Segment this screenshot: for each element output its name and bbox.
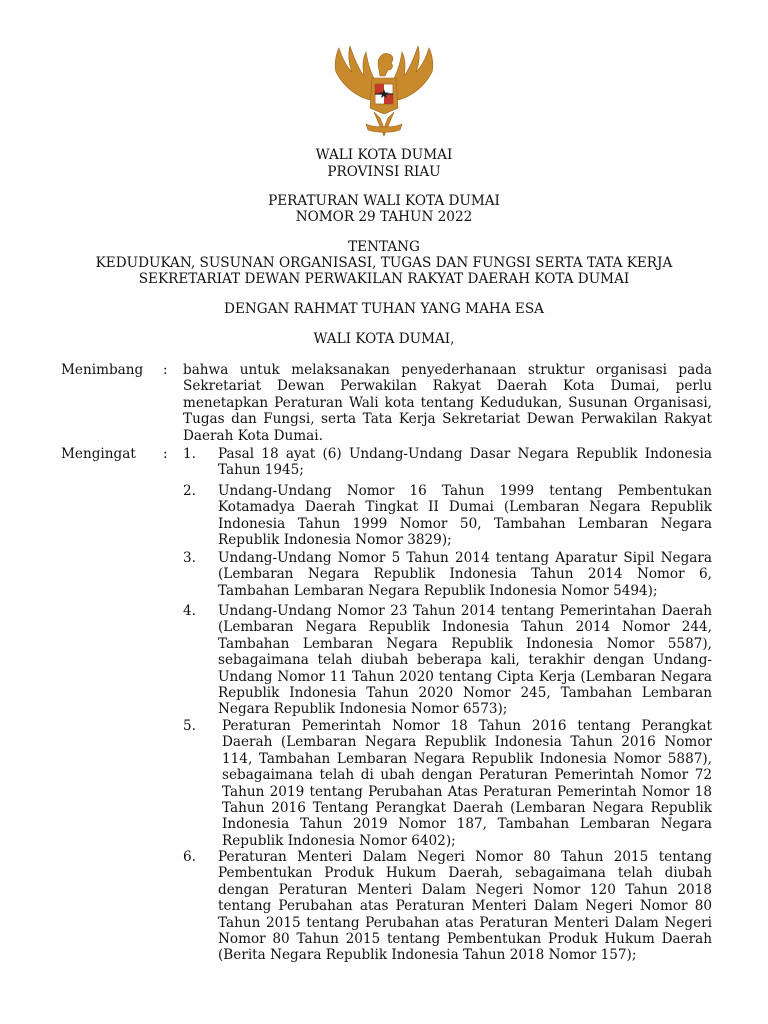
list-item-number: 2. bbox=[183, 483, 196, 499]
menimbang-colon: : bbox=[163, 362, 168, 378]
regulation-title: PERATURAN WALI KOTA DUMAI bbox=[268, 193, 500, 209]
subject-line-2: SEKRETARIAT DEWAN PERWAKILAN RAKYAT DAERAH KOTA DUMAI bbox=[138, 271, 630, 287]
list-item-number: 4. bbox=[183, 603, 196, 619]
list-item-number: 6. bbox=[183, 849, 196, 865]
list-item: Undang-Undang Nomor 16 Tahun 1999 tentang Pembentukan Kotamadya Daerah Tingkat II Dumai (Lembaran Negara Republik Indonesia Tahun 1999 Nomor 50, Tambahan Lembaran Negara Republik Indonesia Nomor 3829); bbox=[218, 483, 712, 549]
list-item: Undang-Undang Nomor 5 Tahun 2014 tentang Aparatur Sipil Negara (Lembaran Negara Republik Indonesia Tahun 2014 Nomor 6, Tambahan Lembaran Negara Republik Indonesia Nomor 5494); bbox=[218, 550, 712, 599]
garuda-emblem-icon bbox=[330, 42, 438, 142]
list-item-number: 1. bbox=[183, 446, 196, 462]
mengingat-colon: : bbox=[163, 446, 168, 462]
enactor: WALI KOTA DUMAI, bbox=[313, 331, 455, 347]
regulation-number: NOMOR 29 TAHUN 2022 bbox=[295, 209, 473, 225]
list-item: Undang-Undang Nomor 23 Tahun 2014 tentang Pemerintahan Daerah (Lembaran Negara Republik Indonesia Tahun 2014 Nomor 244, Tambahan Lembaran Negara Republik Indonesia Nomor 5587), sebagaimana telah diubah beberapa kali, terakhir dengan Undang-Undang Nomor 11 Tahun 2020 tentang Cipta Kerja (Lembaran Negara Republik Indonesia Tahun 2020 Nomor 245, Tambahan Lembaran Negara Republik Indonesia Nomor 6573); bbox=[218, 603, 712, 718]
mengingat-label: Mengingat bbox=[61, 446, 136, 462]
menimbang-text: bahwa untuk melaksanakan penyederhanaan struktur organisasi pada Sekretariat Dewan Perwakilan Rakyat Daerah Kota Dumai, perlu menetapkan Peraturan Wali kota tentang Kedudukan, Susunan Organisasi, Tugas dan Fungsi, serta Tata Kerja Sekretariat Dewan Perwakilan Rakyat Daerah Kota Dumai. bbox=[183, 362, 712, 444]
tentang-heading: TENTANG bbox=[348, 239, 420, 255]
invocation: DENGAN RAHMAT TUHAN YANG MAHA ESA bbox=[224, 301, 544, 317]
list-item-number: 3. bbox=[183, 550, 196, 566]
list-item: Peraturan Menteri Dalam Negeri Nomor 80 Tahun 2015 tentang Pembentukan Produk Hukum Daerah, sebagaimana telah diubah dengan Peraturan Menteri Dalam Negeri Nomor 120 Tahun 2018 tentang Perubahan atas Peraturan Menteri Dalam Negeri Nomor 80 Tahun 2015 tentang Perubahan atas Peraturan Menteri Dalam Negeri Nomor 80 Tahun 2015 tentang Pembentukan Produk Hukum Daerah (Berita Negara Republik Indonesia Tahun 2018 Nomor 157); bbox=[218, 849, 712, 964]
issuer-title: WALI KOTA DUMAI bbox=[315, 147, 453, 163]
province-title: PROVINSI RIAU bbox=[327, 164, 441, 180]
list-item-number: 5. bbox=[183, 718, 196, 734]
list-item: Peraturan Pemerintah Nomor 18 Tahun 2016 tentang Perangkat Daerah (Lembaran Negara Republik Indonesia Tahun 2016 Nomor 114, Tambahan Lembaran Negara Republik Indonesia Nomor 5887), sebagaimana telah di ubah dengan Peraturan Pemerintah Nomor 72 Tahun 2019 tentang Perubahan Atas Peraturan Pemerintah Nomor 18 Tahun 2016 Tentang Perangkat Daerah (Lembaran Negara Republik Indonesia Tahun 2019 Nomor 187, Tambahan Lembaran Negara Republik Indonesia Nomor 6402); bbox=[222, 718, 712, 849]
menimbang-label: Menimbang bbox=[61, 362, 144, 378]
list-item: Pasal 18 ayat (6) Undang-Undang Dasar Negara Republik Indonesia Tahun 1945; bbox=[218, 446, 712, 479]
subject-line-1: KEDUDUKAN, SUSUNAN ORGANISASI, TUGAS DAN FUNGSI SERTA TATA KERJA bbox=[95, 255, 673, 271]
